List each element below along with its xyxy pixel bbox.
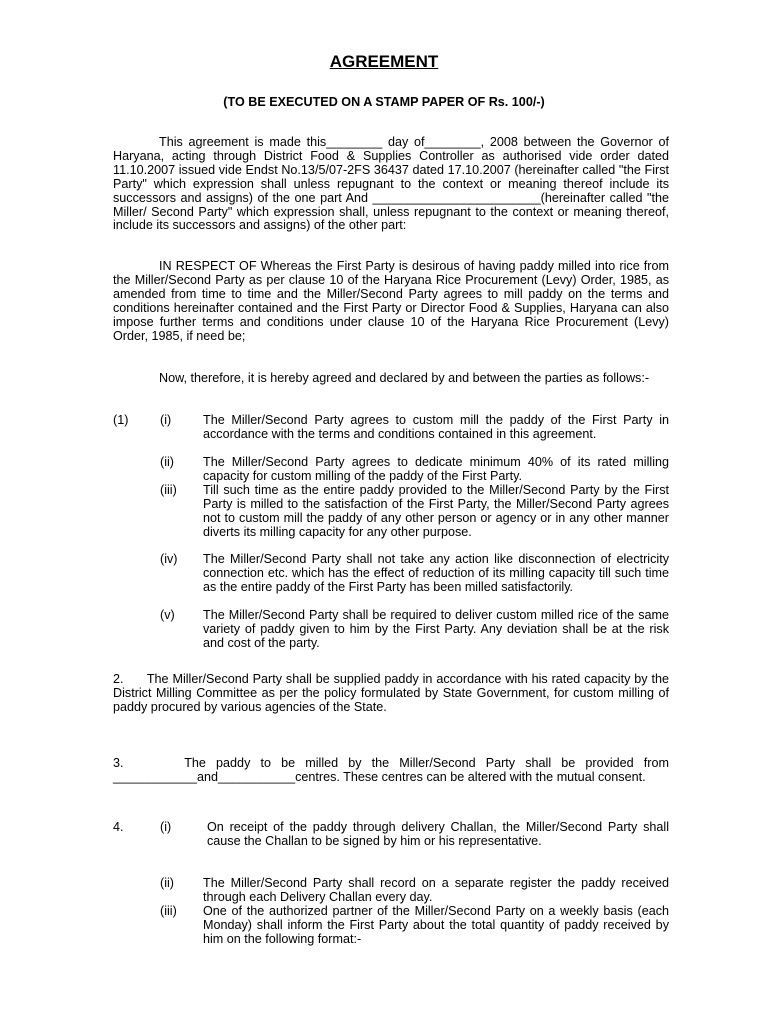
clause-4-number: 4. — [113, 820, 124, 834]
intro-paragraph: This agreement is made this________ day of________, 2008 between the Governor of Haryana, acting through District Food & Supplies Controller as authorised vide order dated 11.10.2007 issued vide Endst No.13/5/07-2FS 36437 dated 17.10.2007 (hereinafter called "the First Party" which expression shall unless repugnant to the context or meaning thereof include its successors and assigns) of the one part And ________________________(hereinafter called "the Miller/ Second Party" which expression shall, unless repugnant to the context or meaning thereof, include its successors and assigns) of the other part: — [113, 135, 669, 233]
document-subtitle: (TO BE EXECUTED ON A STAMP PAPER OF Rs. 100/-) — [223, 95, 545, 109]
clause-4-item: The Miller/Second Party shall record on a separate register the paddy received through each Delivery Challan every day. — [203, 876, 669, 904]
clause-1-item: The Miller/Second Party shall be required to deliver custom milled rice of the same variety of paddy given to him by the First Party. Any deviation shall be at the risk and cost of the party. — [203, 608, 669, 650]
clause-1-number: (1) — [113, 413, 129, 427]
clause-4-item-label: (i) — [160, 820, 172, 834]
clause-1-item-label: (ii) — [160, 455, 174, 469]
clause-3-paragraph: 3. The paddy to be milled by the Miller/Second Party shall be provided from ____________and___________centres. These centres can be altered with the mutual consent. — [113, 756, 669, 784]
clause-1-item-label: (v) — [160, 608, 175, 622]
clause-1-item: The Miller/Second Party shall not take any action like disconnection of electricity connection etc. which has the effect of reduction of its milling capacity till such time as the entire paddy of the First Party has been milled satisfactorily. — [203, 552, 669, 594]
clause-1-item-label: (iv) — [160, 552, 178, 566]
clause-4-item-label: (ii) — [160, 876, 174, 890]
clause-1-item: The Miller/Second Party agrees to custom mill the paddy of the First Party in accordance with the terms and conditions contained in this agreement. — [203, 413, 669, 441]
clause-4-item-label: (iii) — [160, 904, 177, 918]
clause-1-item: The Miller/Second Party agrees to dedicate minimum 40% of its rated milling capacity for custom milling of the paddy of the First Party. — [203, 455, 669, 483]
clause-1-item: Till such time as the entire paddy provided to the Miller/Second Party by the First Party is milled to the satisfaction of the First Party, the Miller/Second Party agrees not to custom mill the paddy of any other person or agency or in any other manner diverts its milling capacity for any other purpose. — [203, 483, 669, 539]
now-therefore-paragraph: Now, therefore, it is hereby agreed and declared by and between the parties as follows:- — [159, 371, 650, 385]
clause-4-item: One of the authorized partner of the Miller/Second Party on a weekly basis (each Monday) shall inform the First Party about the total quantity of paddy received by him on the following format:- — [203, 904, 669, 946]
in-respect-paragraph: IN RESPECT OF Whereas the First Party is desirous of having paddy milled into rice from the Miller/Second Party as per clause 10 of the Haryana Rice Procurement (Levy) Order, 1985, as amended from time to time and the Miller/Second Party agrees to mill paddy on the terms and conditions hereinafter contained and the First Party or Director Food & Supplies, Haryana can also impose further terms and conditions under clause 10 of the Haryana Rice Procurement (Levy) Order, 1985, if need be; — [113, 259, 669, 343]
clause-1-item-label: (iii) — [160, 483, 177, 497]
document-title: AGREEMENT — [329, 52, 439, 71]
clause-4-item: On receipt of the paddy through delivery Challan, the Miller/Second Party shall cause the Challan to be signed by him or his representative. — [207, 820, 669, 848]
clause-1-item-label: (i) — [160, 413, 172, 427]
clause-2-paragraph: 2. The Miller/Second Party shall be supplied paddy in accordance with his rated capacity by the District Milling Committee as per the policy formulated by State Government, for custom milling of paddy procured by various agencies of the State. — [113, 672, 669, 714]
